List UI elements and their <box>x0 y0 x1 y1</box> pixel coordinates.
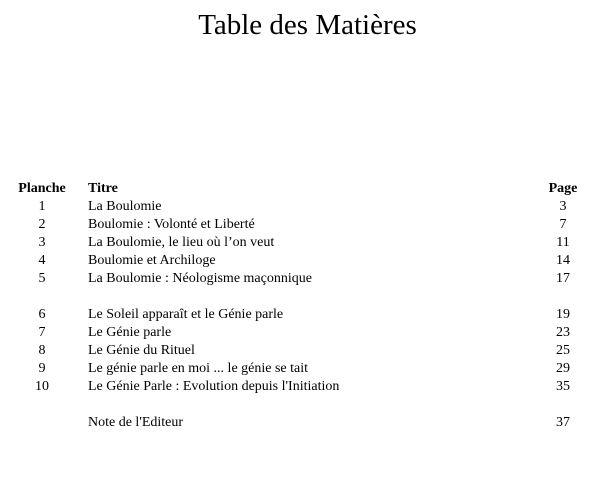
planche-number: 9 <box>38 361 46 376</box>
note-page-number: 37 <box>556 415 570 430</box>
planche-number: 1 <box>38 199 46 214</box>
planche-number: 4 <box>38 253 46 268</box>
planche-title: La Boulomie, le lieu où l’on veut <box>88 235 275 250</box>
page-title: Table des Matières <box>198 9 417 41</box>
group-spacer <box>0 288 615 306</box>
toc-row-1 <box>0 198 615 216</box>
page-number: 7 <box>559 217 567 232</box>
planche-title: Le génie parle en moi ... le génie se tait <box>88 361 309 376</box>
planche-number: 3 <box>38 235 46 250</box>
page-number: 11 <box>556 235 570 250</box>
toc-row-10 <box>0 378 615 396</box>
page-number: 29 <box>556 361 570 376</box>
planche-number: 5 <box>38 271 46 286</box>
toc-row-9 <box>0 360 615 378</box>
toc-row-5 <box>0 270 615 288</box>
toc-row-note <box>0 414 615 432</box>
planche-number: 10 <box>35 379 49 394</box>
page-number: 3 <box>559 199 567 214</box>
planche-title: Le Génie du Rituel <box>88 343 195 358</box>
planche-title: La Boulomie <box>88 199 162 214</box>
toc-row-8 <box>0 342 615 360</box>
planche-title: Le Génie parle <box>88 325 172 340</box>
group-spacer <box>0 396 615 414</box>
planche-title: Le Soleil apparaît et le Génie parle <box>88 307 284 322</box>
toc-row-6 <box>0 306 615 324</box>
note-title: Note de l'Editeur <box>88 415 184 430</box>
planche-number: 8 <box>38 343 46 358</box>
planche-number: 7 <box>38 325 46 340</box>
page-number: 23 <box>556 325 570 340</box>
page-number: 19 <box>556 307 570 322</box>
toc-row-4 <box>0 252 615 270</box>
planche-title: Boulomie et Archiloge <box>88 253 216 268</box>
header-planche: Planche <box>18 181 66 196</box>
toc-row-3 <box>0 234 615 252</box>
page-number: 35 <box>556 379 570 394</box>
page-number: 25 <box>556 343 570 358</box>
planche-number: 2 <box>38 217 46 232</box>
header-titre: Titre <box>88 181 118 196</box>
table-of-contents <box>0 180 615 432</box>
toc-header-row <box>0 180 615 198</box>
planche-title: Le Génie Parle : Evolution depuis l'Initiation <box>88 379 340 394</box>
toc-row-7 <box>0 324 615 342</box>
planche-number: 6 <box>38 307 46 322</box>
page-number: 14 <box>556 253 570 268</box>
planche-title: Boulomie : Volonté et Liberté <box>88 217 255 232</box>
page-number: 17 <box>556 271 570 286</box>
header-page: Page <box>548 181 578 196</box>
toc-row-2 <box>0 216 615 234</box>
planche-title: La Boulomie : Néologisme maçonnique <box>88 271 312 286</box>
